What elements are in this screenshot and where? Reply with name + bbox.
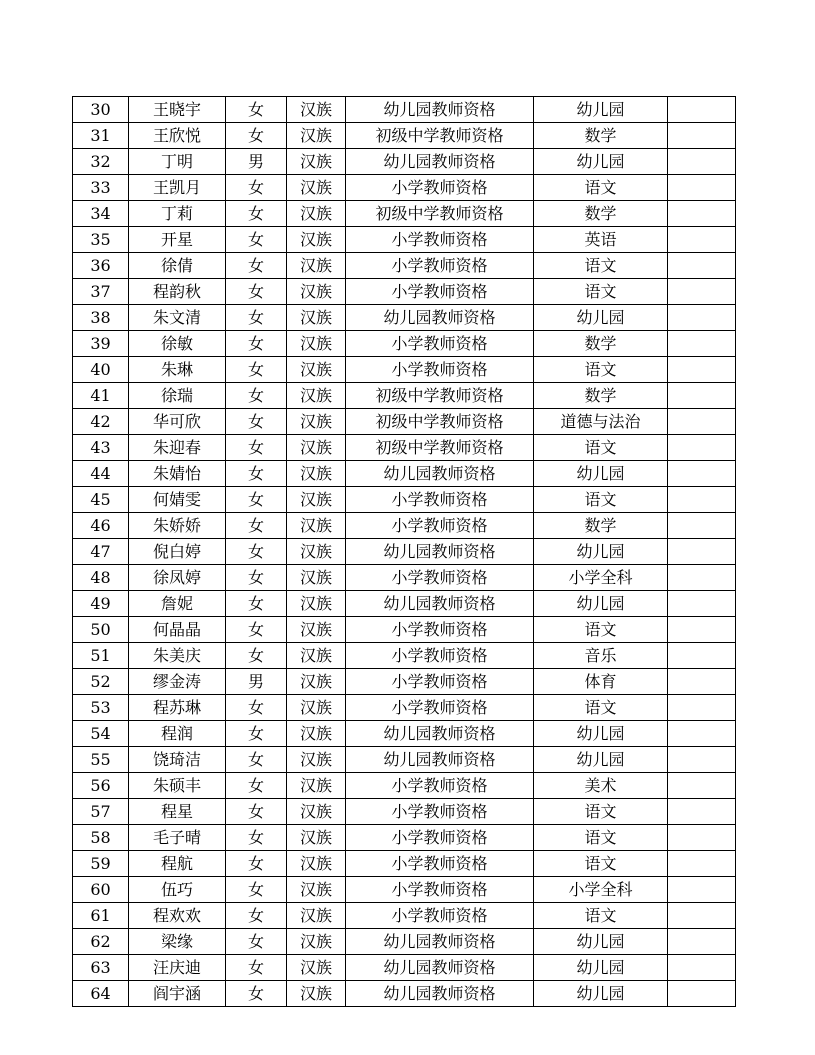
table-row: [73, 175, 736, 201]
table-row: [73, 383, 736, 409]
ethnicity-cell: 汉族: [287, 409, 346, 435]
subject-cell: 幼儿园: [534, 461, 668, 487]
qualification-cell: 小学教师资格: [346, 617, 534, 643]
ethnicity-cell: 汉族: [287, 435, 346, 461]
note-cell: [668, 279, 736, 305]
table-row: [73, 929, 736, 955]
name-cell: 王欣悦: [129, 123, 226, 149]
table-row: [73, 721, 736, 747]
qualification-cell: 初级中学教师资格: [346, 383, 534, 409]
subject-cell: 幼儿园: [534, 305, 668, 331]
ethnicity-cell: 汉族: [287, 253, 346, 279]
name-cell: 朱婧怡: [129, 461, 226, 487]
row-number-cell: 47: [73, 539, 129, 565]
note-cell: [668, 643, 736, 669]
ethnicity-cell: 汉族: [287, 981, 346, 1007]
row-number-cell: 58: [73, 825, 129, 851]
gender-cell: 女: [226, 747, 287, 773]
table-row: [73, 461, 736, 487]
note-cell: [668, 357, 736, 383]
qualification-cell: 小学教师资格: [346, 877, 534, 903]
note-cell: [668, 253, 736, 279]
row-number-cell: 64: [73, 981, 129, 1007]
qualification-cell: 幼儿园教师资格: [346, 929, 534, 955]
subject-cell: 幼儿园: [534, 97, 668, 123]
qualification-cell: 小学教师资格: [346, 357, 534, 383]
gender-cell: 女: [226, 539, 287, 565]
table-row: [73, 877, 736, 903]
qualification-cell: 小学教师资格: [346, 565, 534, 591]
row-number-cell: 35: [73, 227, 129, 253]
table-row: [73, 305, 736, 331]
note-cell: [668, 487, 736, 513]
gender-cell: 女: [226, 721, 287, 747]
ethnicity-cell: 汉族: [287, 799, 346, 825]
gender-cell: 女: [226, 227, 287, 253]
row-number-cell: 38: [73, 305, 129, 331]
subject-cell: 语文: [534, 851, 668, 877]
note-cell: [668, 435, 736, 461]
qualification-cell: 小学教师资格: [346, 331, 534, 357]
row-number-cell: 51: [73, 643, 129, 669]
subject-cell: 语文: [534, 253, 668, 279]
row-number-cell: 44: [73, 461, 129, 487]
row-number-cell: 31: [73, 123, 129, 149]
note-cell: [668, 539, 736, 565]
subject-cell: 音乐: [534, 643, 668, 669]
name-cell: 丁明: [129, 149, 226, 175]
subject-cell: 幼儿园: [534, 981, 668, 1007]
gender-cell: 女: [226, 903, 287, 929]
table-row: [73, 695, 736, 721]
gender-cell: 女: [226, 643, 287, 669]
subject-cell: 体育: [534, 669, 668, 695]
name-cell: 王凯月: [129, 175, 226, 201]
ethnicity-cell: 汉族: [287, 565, 346, 591]
note-cell: [668, 929, 736, 955]
ethnicity-cell: 汉族: [287, 851, 346, 877]
name-cell: 倪白婷: [129, 539, 226, 565]
qualification-cell: 幼儿园教师资格: [346, 747, 534, 773]
gender-cell: 女: [226, 591, 287, 617]
ethnicity-cell: 汉族: [287, 305, 346, 331]
ethnicity-cell: 汉族: [287, 903, 346, 929]
name-cell: 朱美庆: [129, 643, 226, 669]
gender-cell: 女: [226, 981, 287, 1007]
note-cell: [668, 825, 736, 851]
table-row: [73, 253, 736, 279]
row-number-cell: 61: [73, 903, 129, 929]
subject-cell: 幼儿园: [534, 721, 668, 747]
ethnicity-cell: 汉族: [287, 955, 346, 981]
ethnicity-cell: 汉族: [287, 695, 346, 721]
qualification-cell: 幼儿园教师资格: [346, 149, 534, 175]
row-number-cell: 52: [73, 669, 129, 695]
teacher-qualification-table: [72, 96, 736, 1007]
note-cell: [668, 617, 736, 643]
subject-cell: 数学: [534, 123, 668, 149]
gender-cell: 女: [226, 435, 287, 461]
note-cell: [668, 955, 736, 981]
subject-cell: 小学全科: [534, 565, 668, 591]
row-number-cell: 53: [73, 695, 129, 721]
note-cell: [668, 851, 736, 877]
gender-cell: 女: [226, 253, 287, 279]
table-row: [73, 357, 736, 383]
ethnicity-cell: 汉族: [287, 929, 346, 955]
table-row: [73, 409, 736, 435]
name-cell: 汪庆迪: [129, 955, 226, 981]
table-row: [73, 643, 736, 669]
ethnicity-cell: 汉族: [287, 383, 346, 409]
name-cell: 程苏琳: [129, 695, 226, 721]
note-cell: [668, 201, 736, 227]
table-row: [73, 201, 736, 227]
name-cell: 伍巧: [129, 877, 226, 903]
name-cell: 程欢欢: [129, 903, 226, 929]
gender-cell: 女: [226, 773, 287, 799]
name-cell: 朱娇娇: [129, 513, 226, 539]
qualification-cell: 小学教师资格: [346, 669, 534, 695]
table-row: [73, 981, 736, 1007]
subject-cell: 语文: [534, 357, 668, 383]
ethnicity-cell: 汉族: [287, 487, 346, 513]
row-number-cell: 30: [73, 97, 129, 123]
name-cell: 何婧雯: [129, 487, 226, 513]
row-number-cell: 49: [73, 591, 129, 617]
name-cell: 毛子晴: [129, 825, 226, 851]
qualification-cell: 小学教师资格: [346, 903, 534, 929]
note-cell: [668, 331, 736, 357]
subject-cell: 道德与法治: [534, 409, 668, 435]
table-row: [73, 539, 736, 565]
table-row: [73, 279, 736, 305]
note-cell: [668, 721, 736, 747]
name-cell: 王晓宇: [129, 97, 226, 123]
name-cell: 程星: [129, 799, 226, 825]
name-cell: 朱琳: [129, 357, 226, 383]
note-cell: [668, 591, 736, 617]
table-row: [73, 669, 736, 695]
table-row: [73, 97, 736, 123]
qualification-cell: 幼儿园教师资格: [346, 981, 534, 1007]
note-cell: [668, 877, 736, 903]
subject-cell: 数学: [534, 331, 668, 357]
note-cell: [668, 409, 736, 435]
table-row: [73, 331, 736, 357]
gender-cell: 女: [226, 487, 287, 513]
subject-cell: 小学全科: [534, 877, 668, 903]
note-cell: [668, 305, 736, 331]
name-cell: 詹妮: [129, 591, 226, 617]
row-number-cell: 62: [73, 929, 129, 955]
ethnicity-cell: 汉族: [287, 669, 346, 695]
ethnicity-cell: 汉族: [287, 175, 346, 201]
row-number-cell: 42: [73, 409, 129, 435]
row-number-cell: 48: [73, 565, 129, 591]
ethnicity-cell: 汉族: [287, 877, 346, 903]
row-number-cell: 54: [73, 721, 129, 747]
row-number-cell: 40: [73, 357, 129, 383]
name-cell: 开星: [129, 227, 226, 253]
note-cell: [668, 383, 736, 409]
name-cell: 阎宇涵: [129, 981, 226, 1007]
row-number-cell: 37: [73, 279, 129, 305]
note-cell: [668, 669, 736, 695]
gender-cell: 女: [226, 123, 287, 149]
ethnicity-cell: 汉族: [287, 591, 346, 617]
table-row: [73, 591, 736, 617]
subject-cell: 语文: [534, 903, 668, 929]
name-cell: 程韵秋: [129, 279, 226, 305]
gender-cell: 女: [226, 955, 287, 981]
note-cell: [668, 747, 736, 773]
table-row: [73, 851, 736, 877]
subject-cell: 语文: [534, 617, 668, 643]
row-number-cell: 43: [73, 435, 129, 461]
table-row: [73, 227, 736, 253]
qualification-cell: 幼儿园教师资格: [346, 591, 534, 617]
ethnicity-cell: 汉族: [287, 643, 346, 669]
qualification-cell: 初级中学教师资格: [346, 435, 534, 461]
note-cell: [668, 695, 736, 721]
row-number-cell: 63: [73, 955, 129, 981]
gender-cell: 女: [226, 877, 287, 903]
ethnicity-cell: 汉族: [287, 97, 346, 123]
name-cell: 程润: [129, 721, 226, 747]
gender-cell: 男: [226, 669, 287, 695]
table-row: [73, 903, 736, 929]
gender-cell: 男: [226, 149, 287, 175]
gender-cell: 女: [226, 565, 287, 591]
gender-cell: 女: [226, 461, 287, 487]
row-number-cell: 45: [73, 487, 129, 513]
qualification-cell: 初级中学教师资格: [346, 409, 534, 435]
name-cell: 徐凤婷: [129, 565, 226, 591]
row-number-cell: 59: [73, 851, 129, 877]
subject-cell: 语文: [534, 825, 668, 851]
subject-cell: 幼儿园: [534, 955, 668, 981]
subject-cell: 幼儿园: [534, 591, 668, 617]
subject-cell: 幼儿园: [534, 539, 668, 565]
qualification-cell: 小学教师资格: [346, 643, 534, 669]
gender-cell: 女: [226, 331, 287, 357]
ethnicity-cell: 汉族: [287, 357, 346, 383]
qualification-cell: 小学教师资格: [346, 253, 534, 279]
subject-cell: 数学: [534, 201, 668, 227]
name-cell: 缪金涛: [129, 669, 226, 695]
name-cell: 徐倩: [129, 253, 226, 279]
note-cell: [668, 227, 736, 253]
name-cell: 徐瑞: [129, 383, 226, 409]
table-row: [73, 747, 736, 773]
ethnicity-cell: 汉族: [287, 201, 346, 227]
subject-cell: 语文: [534, 175, 668, 201]
table-row: [73, 435, 736, 461]
row-number-cell: 32: [73, 149, 129, 175]
note-cell: [668, 799, 736, 825]
gender-cell: 女: [226, 305, 287, 331]
table-row: [73, 773, 736, 799]
ethnicity-cell: 汉族: [287, 149, 346, 175]
ethnicity-cell: 汉族: [287, 331, 346, 357]
ethnicity-cell: 汉族: [287, 461, 346, 487]
subject-cell: 幼儿园: [534, 929, 668, 955]
note-cell: [668, 981, 736, 1007]
qualification-cell: 小学教师资格: [346, 799, 534, 825]
qualification-cell: 幼儿园教师资格: [346, 305, 534, 331]
note-cell: [668, 565, 736, 591]
qualification-cell: 幼儿园教师资格: [346, 97, 534, 123]
row-number-cell: 39: [73, 331, 129, 357]
row-number-cell: 60: [73, 877, 129, 903]
row-number-cell: 46: [73, 513, 129, 539]
qualification-cell: 小学教师资格: [346, 513, 534, 539]
gender-cell: 女: [226, 409, 287, 435]
subject-cell: 数学: [534, 383, 668, 409]
table-row: [73, 825, 736, 851]
row-number-cell: 36: [73, 253, 129, 279]
qualification-cell: 初级中学教师资格: [346, 201, 534, 227]
subject-cell: 英语: [534, 227, 668, 253]
qualification-cell: 小学教师资格: [346, 825, 534, 851]
gender-cell: 女: [226, 799, 287, 825]
name-cell: 朱迎春: [129, 435, 226, 461]
qualification-cell: 幼儿园教师资格: [346, 539, 534, 565]
note-cell: [668, 773, 736, 799]
gender-cell: 女: [226, 695, 287, 721]
row-number-cell: 34: [73, 201, 129, 227]
qualification-cell: 小学教师资格: [346, 279, 534, 305]
row-number-cell: 56: [73, 773, 129, 799]
table-row: [73, 487, 736, 513]
ethnicity-cell: 汉族: [287, 227, 346, 253]
gender-cell: 女: [226, 201, 287, 227]
gender-cell: 女: [226, 97, 287, 123]
subject-cell: 美术: [534, 773, 668, 799]
table-row: [73, 149, 736, 175]
table-row: [73, 799, 736, 825]
table-row: [73, 123, 736, 149]
table-row: [73, 617, 736, 643]
ethnicity-cell: 汉族: [287, 123, 346, 149]
qualification-cell: 小学教师资格: [346, 487, 534, 513]
subject-cell: 语文: [534, 487, 668, 513]
name-cell: 徐敏: [129, 331, 226, 357]
subject-cell: 语文: [534, 695, 668, 721]
name-cell: 程航: [129, 851, 226, 877]
note-cell: [668, 903, 736, 929]
note-cell: [668, 123, 736, 149]
gender-cell: 女: [226, 279, 287, 305]
row-number-cell: 41: [73, 383, 129, 409]
subject-cell: 数学: [534, 513, 668, 539]
table-body: [73, 97, 736, 1007]
qualification-cell: 小学教师资格: [346, 227, 534, 253]
gender-cell: 女: [226, 929, 287, 955]
subject-cell: 语文: [534, 279, 668, 305]
name-cell: 丁莉: [129, 201, 226, 227]
row-number-cell: 33: [73, 175, 129, 201]
note-cell: [668, 97, 736, 123]
qualification-cell: 小学教师资格: [346, 695, 534, 721]
note-cell: [668, 175, 736, 201]
ethnicity-cell: 汉族: [287, 279, 346, 305]
name-cell: 何晶晶: [129, 617, 226, 643]
gender-cell: 女: [226, 383, 287, 409]
name-cell: 朱硕丰: [129, 773, 226, 799]
name-cell: 华可欣: [129, 409, 226, 435]
qualification-cell: 小学教师资格: [346, 175, 534, 201]
ethnicity-cell: 汉族: [287, 513, 346, 539]
note-cell: [668, 461, 736, 487]
table-row: [73, 513, 736, 539]
gender-cell: 女: [226, 617, 287, 643]
ethnicity-cell: 汉族: [287, 539, 346, 565]
subject-cell: 幼儿园: [534, 747, 668, 773]
gender-cell: 女: [226, 825, 287, 851]
ethnicity-cell: 汉族: [287, 773, 346, 799]
subject-cell: 语文: [534, 435, 668, 461]
row-number-cell: 57: [73, 799, 129, 825]
name-cell: 朱文清: [129, 305, 226, 331]
qualification-cell: 幼儿园教师资格: [346, 721, 534, 747]
name-cell: 梁缘: [129, 929, 226, 955]
ethnicity-cell: 汉族: [287, 617, 346, 643]
subject-cell: 幼儿园: [534, 149, 668, 175]
table-row: [73, 565, 736, 591]
gender-cell: 女: [226, 513, 287, 539]
subject-cell: 语文: [534, 799, 668, 825]
gender-cell: 女: [226, 175, 287, 201]
gender-cell: 女: [226, 851, 287, 877]
qualification-cell: 初级中学教师资格: [346, 123, 534, 149]
qualification-cell: 小学教师资格: [346, 773, 534, 799]
gender-cell: 女: [226, 357, 287, 383]
row-number-cell: 50: [73, 617, 129, 643]
note-cell: [668, 513, 736, 539]
note-cell: [668, 149, 736, 175]
ethnicity-cell: 汉族: [287, 747, 346, 773]
table-row: [73, 955, 736, 981]
qualification-cell: 小学教师资格: [346, 851, 534, 877]
qualification-cell: 幼儿园教师资格: [346, 955, 534, 981]
qualification-cell: 幼儿园教师资格: [346, 461, 534, 487]
ethnicity-cell: 汉族: [287, 721, 346, 747]
ethnicity-cell: 汉族: [287, 825, 346, 851]
row-number-cell: 55: [73, 747, 129, 773]
name-cell: 饶琦洁: [129, 747, 226, 773]
